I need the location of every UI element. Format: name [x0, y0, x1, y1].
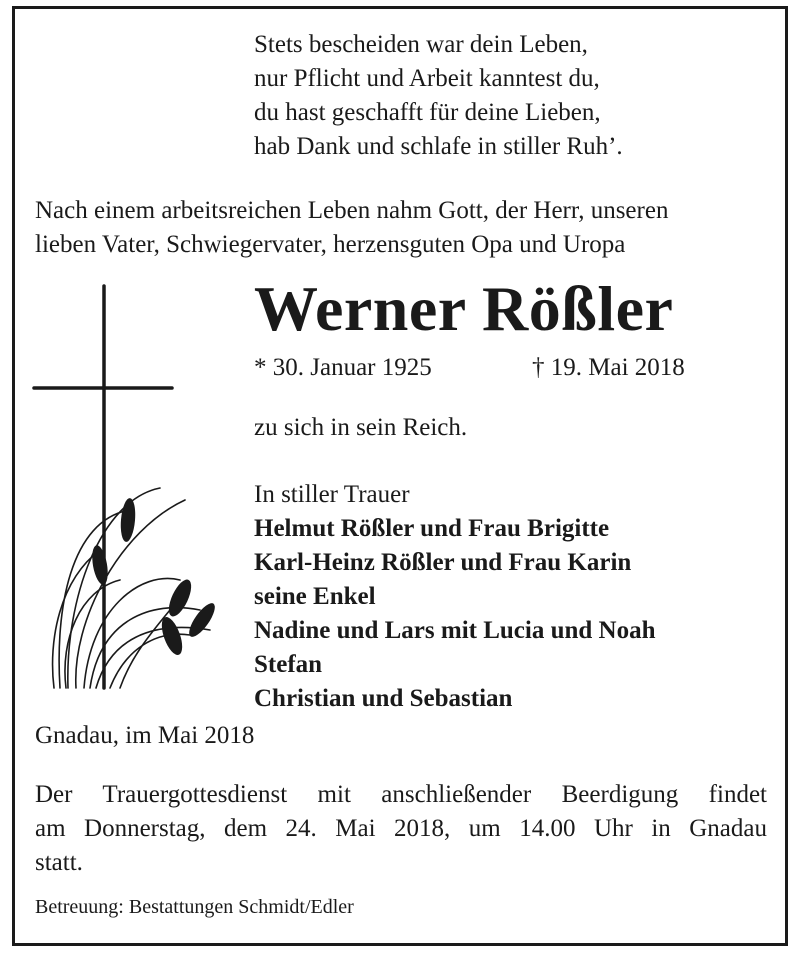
mourner-line: Christian und Sebastian: [254, 685, 513, 712]
mourners-block: [254, 478, 656, 716]
mourners-heading: In stiller Trauer: [254, 481, 410, 508]
place-date: Gnadau, im Mai 2018: [35, 722, 255, 749]
mourner-line: seine Enkel: [254, 583, 376, 610]
mourner-line: Stefan: [254, 651, 323, 678]
service-line: Der Trauergottesdienst mit anschließender Beerdigung findet: [35, 781, 767, 808]
birth-date: * 30. Januar 1925: [254, 354, 432, 381]
death-date: † 19. Mai 2018: [532, 354, 685, 381]
service-info: [35, 778, 767, 880]
poem-line: nur Pflicht und Arbeit kanntest du,: [254, 65, 600, 92]
intro-text: [35, 194, 668, 262]
grain-ears: [90, 497, 220, 657]
intro-line: lieben Vater, Schwiegervater, herzensguten Opa und Uropa: [35, 231, 626, 258]
poem-line: du hast geschafft für deine Lieben,: [254, 99, 601, 126]
funeral-home-credit: Betreuung: Bestattungen Schmidt/Edler: [35, 896, 354, 918]
service-line: statt.: [35, 849, 83, 876]
deceased-name: Werner Rößler: [254, 273, 674, 344]
mourner-line: Karl-Heinz Rößler und Frau Karin: [254, 549, 632, 576]
intro-line: Nach einem arbeitsreichen Leben nahm Gott, der Herr, unseren: [35, 197, 669, 224]
mourner-line: Helmut Rößler und Frau Brigitte: [254, 515, 610, 542]
service-line: am Donnerstag, dem 24. Mai 2018, um 14.00 Uhr in Gnadau: [35, 815, 767, 842]
closing-phrase: zu sich in sein Reich.: [254, 414, 468, 441]
cross-and-grain-icon: [30, 280, 230, 695]
mourner-line: Nadine und Lars mit Lucia und Noah: [254, 617, 656, 644]
poem-line: hab Dank und schlafe in stiller Ruh’.: [254, 133, 623, 160]
poem-line: Stets bescheiden war dein Leben,: [254, 31, 588, 58]
poem: [254, 28, 774, 164]
